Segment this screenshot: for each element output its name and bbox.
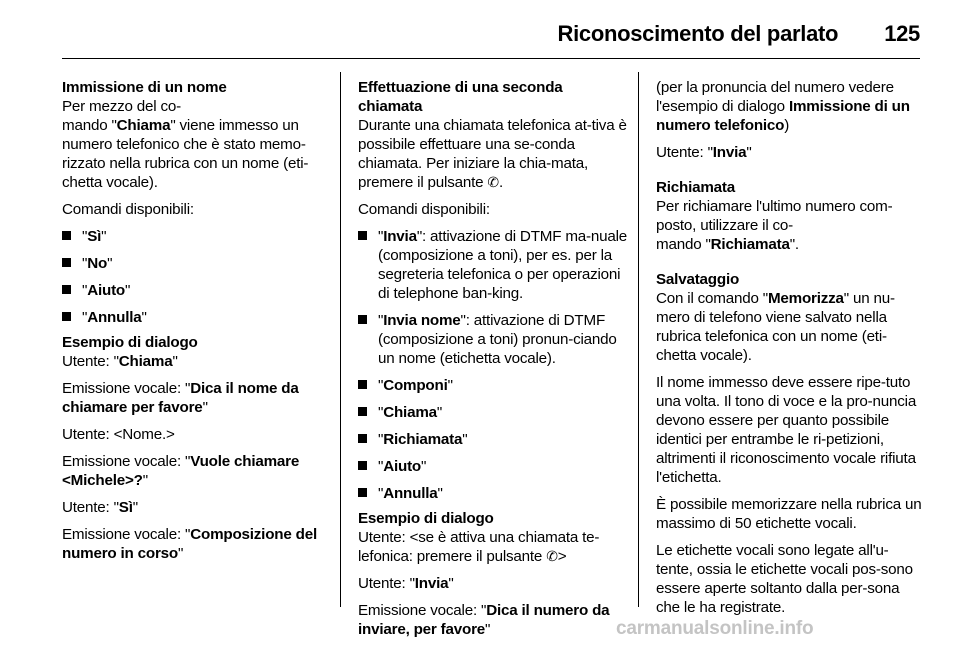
paragraph: Emissione vocale: "Dica il nome da chiamare per favore"	[62, 380, 299, 416]
paragraph: Utente: "Invia"	[358, 575, 454, 592]
text: ": attivazione di DTMF (composizione a toni) pronun-ciando un nome (etichetta vocale).	[378, 312, 617, 367]
command-text: Aiuto	[87, 282, 126, 299]
list-item: "Sì"	[62, 227, 330, 246]
square-bullet-icon	[358, 231, 367, 240]
list-item: "Aiuto"	[62, 281, 330, 300]
command-text: Richiamata	[383, 431, 463, 448]
paragraph: Utente: "Sì"	[62, 499, 138, 516]
paragraph: Emissione vocale: "Composizione del numero in corso"	[62, 526, 317, 562]
page-title: Riconoscimento del parlato	[557, 21, 839, 46]
command-text: Chiama	[118, 353, 173, 370]
text: Emissione vocale: "	[62, 526, 191, 543]
command-text: No	[87, 255, 108, 272]
command-text: Invia	[712, 144, 747, 161]
section-title-esempio: Esempio di dialogo	[62, 334, 198, 351]
section-title-esempio: Esempio di dialogo	[358, 510, 494, 527]
text: Emissione vocale: "	[358, 602, 487, 619]
list-item: "Annulla"	[62, 308, 330, 327]
watermark: carmanualsonline.info	[616, 618, 814, 639]
text: )	[784, 117, 790, 134]
page-header	[0, 14, 920, 54]
list-item: "Invia nome": attivazione di DTMF (composizione a toni) pronun-ciando un nome (etichetta vocale).	[358, 311, 628, 368]
paragraph: Il nome immesso deve essere ripe-tuto una volta. Il tono di voce e la pro-nuncia devono essere per quanto possibile identici per entrambe le ri-petizioni, altrimenti il riconoscimento vocale rifiuta l'etichetta.	[656, 374, 917, 486]
command-text: Annulla	[87, 309, 142, 326]
text: Emissione vocale: "	[62, 380, 191, 397]
text: ".	[789, 236, 799, 253]
paragraph: È possibile memorizzare nella rubrica un massimo di 50 etichette vocali.	[656, 496, 922, 532]
phone-handset-icon: ✆	[487, 174, 499, 190]
square-bullet-icon	[358, 461, 367, 470]
list-item: "Chiama"	[358, 403, 628, 422]
paragraph: Utente: <Nome.>	[62, 426, 175, 443]
text: Utente: "	[656, 144, 713, 161]
text: mando "	[656, 236, 711, 253]
header-rule	[62, 58, 920, 59]
command-text: Componi	[383, 377, 448, 394]
text: Durante una chiamata telefonica at-tiva è possibile effettuare una se-conda chiamata. Per iniziare la chia-mata, premere il pulsante	[358, 117, 627, 191]
commands-label: Comandi disponibili:	[358, 201, 490, 218]
square-bullet-icon	[62, 231, 71, 240]
command-text: Vuole chiamare <Michele>?	[62, 453, 300, 489]
list-item: "No"	[62, 254, 330, 273]
command-text: Annulla	[383, 485, 438, 502]
column-divider-1	[340, 72, 341, 607]
square-bullet-icon	[62, 258, 71, 267]
paragraph: Emissione vocale: "Dica il numero da inviare, per favore"	[358, 602, 610, 638]
command-text: Dica il numero da inviare, per favore	[358, 602, 610, 638]
text: Utente: "	[62, 499, 119, 516]
command-text: Chiama	[383, 404, 437, 421]
paragraph: Emissione vocale: "Vuole chiamare <Michele>?"	[62, 453, 300, 489]
list-item: "Aiuto"	[358, 457, 628, 476]
square-bullet-icon	[358, 407, 367, 416]
phone-handset-icon: ✆	[546, 548, 558, 564]
text: Per richiamare l'ultimo numero com-posto, utilizzare il co-	[656, 198, 893, 234]
text: (per la pronuncia del numero vedere l'esempio di dialogo	[656, 79, 894, 115]
paragraph	[62, 97, 330, 192]
text: .	[498, 174, 503, 191]
list-item: "Invia": attivazione di DTMF ma-nuale (composizione a toni), per es. per la segreteria telefonica o per operazioni di telephone ban-king.	[358, 227, 628, 303]
square-bullet-icon	[62, 312, 71, 321]
paragraph: Utente: "Invia"	[656, 144, 752, 161]
column-2	[358, 78, 628, 647]
command-text: Sì	[87, 228, 102, 245]
list-item: "Richiamata"	[358, 430, 628, 449]
column-3	[656, 78, 922, 625]
commands-label: Comandi disponibili:	[62, 201, 194, 218]
page-number: 125	[884, 21, 920, 46]
command-text: Aiuto	[383, 458, 422, 475]
text: Utente: <se è attiva una chiamata te-lefonica: premere il pulsante	[358, 529, 600, 565]
section-title-immissione-nome: Immissione di un nome	[62, 79, 227, 96]
square-bullet-icon	[358, 434, 367, 443]
paragraph	[656, 289, 922, 365]
command-text: Dica il nome da chiamare per favore	[62, 380, 299, 416]
section-title-richiamata: Richiamata	[656, 179, 736, 196]
list-item: "Componi"	[358, 376, 628, 395]
text: mando "	[62, 117, 117, 134]
text: " viene immesso un numero telefonico che è stato memo-rizzato nella rubrica con un nome (eti-chetta vocale).	[62, 117, 309, 191]
column-1	[62, 78, 330, 571]
command-text: Richiamata	[710, 236, 790, 253]
text: Per mezzo del co-	[62, 98, 181, 115]
column-divider-2	[638, 72, 639, 607]
text: >	[557, 548, 567, 565]
section-title-seconda-chiamata: Effettuazione di una seconda chiamata	[358, 79, 563, 115]
text: Utente: "	[358, 575, 415, 592]
command-text: Invia	[383, 228, 417, 245]
command-text: Invia	[414, 575, 449, 592]
paragraph	[656, 78, 922, 135]
paragraph	[358, 528, 628, 566]
text: Emissione vocale: "	[62, 453, 191, 470]
square-bullet-icon	[62, 285, 71, 294]
text: Con il comando "	[656, 290, 768, 307]
paragraph	[656, 197, 922, 254]
list-item: "Annulla"	[358, 484, 628, 503]
text: Utente: "	[62, 353, 119, 370]
command-text: Chiama	[116, 117, 171, 134]
reference-text: Immissione di un numero telefonico	[656, 98, 910, 134]
text: " un nu-mero di telefono viene salvato nella rubrica telefonica con un nome (eti-chetta vocale).	[656, 290, 895, 364]
command-text: Composizione del numero in corso	[62, 526, 317, 562]
square-bullet-icon	[358, 488, 367, 497]
paragraph: Le etichette vocali sono legate all'u-tente, ossia le etichette vocali pos-sono essere aperte soltanto dalla per-sona che le ha registrate.	[656, 542, 913, 616]
command-text: Invia nome	[383, 312, 461, 329]
square-bullet-icon	[358, 380, 367, 389]
section-title-salvataggio: Salvataggio	[656, 271, 740, 288]
command-text: Sì	[118, 499, 133, 516]
command-text: Memorizza	[767, 290, 844, 307]
paragraph	[358, 116, 628, 192]
paragraph: Utente: "Chiama"	[62, 353, 178, 370]
square-bullet-icon	[358, 315, 367, 324]
text: ": attivazione di DTMF ma-nuale (composizione a toni), per es. per la segreteria telefonica o per operazioni di telephone ban-king.	[378, 228, 628, 302]
